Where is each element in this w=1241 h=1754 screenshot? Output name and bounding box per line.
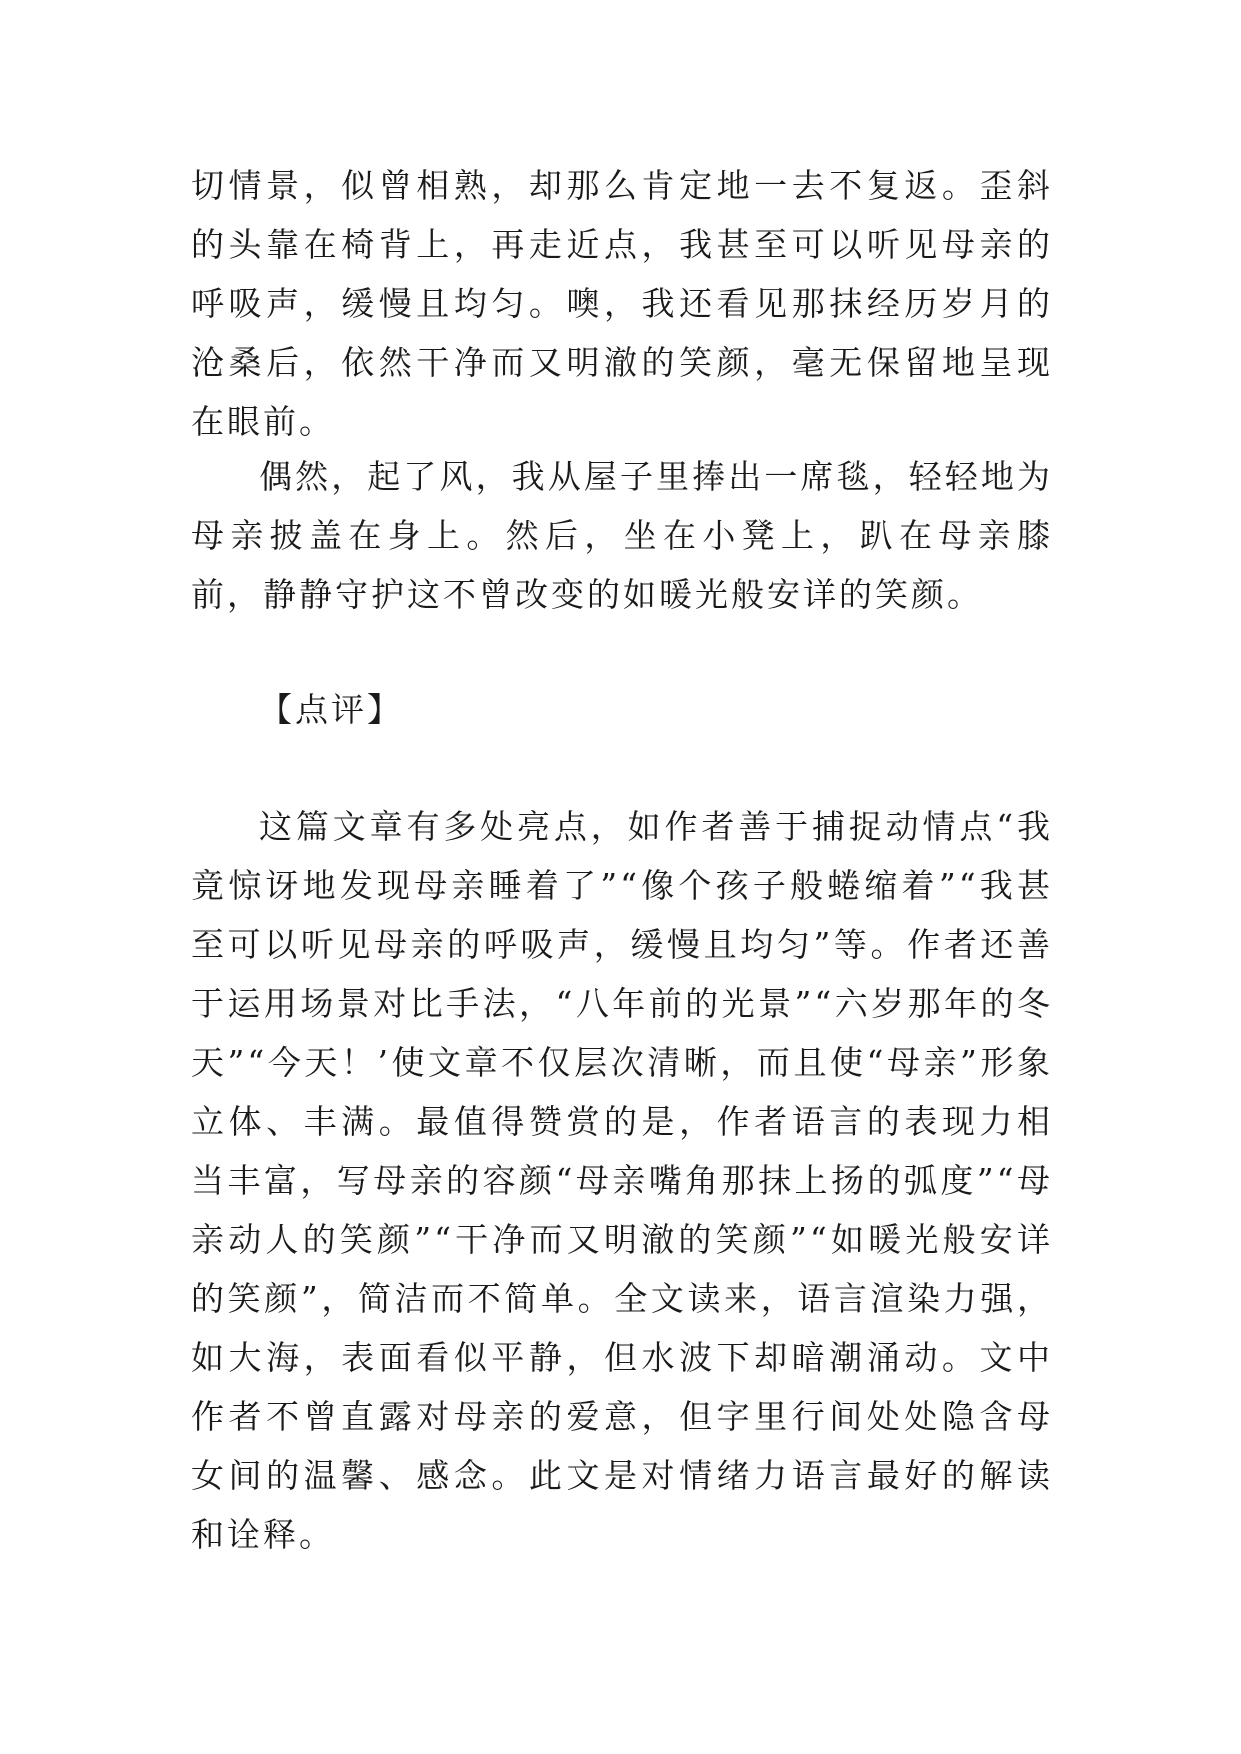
comment-paragraph: 这篇文章有多处亮点，如作者善于捕捉动情点“我竟惊讶地发现母亲睡着了”“像个孩子般蜷缩着”“我甚至可以听见母亲的呼吸声，缓慢且均匀”等。作者还善于运用场景对比手法，“八年前的光景”“六岁那年的冬天”“今天！’使文章不仅层次清晰，而且使“母亲”形象立体、丰满。最值得赞赏的是，作者语言的表现力相当丰富，写母亲的容颜“母亲嘴角那抹上扬的弧度”“母亲动人的笑颜”“干净而又明澈的笑颜”“如暖光般安详的笑颜”，简洁而不简单。全文读来，语言渲染力强，如大海，表面看似平静，但水波下却暗潮涌动。文中作者不曾直露对母亲的爱意，但字里行间处处隐含母女间的温馨、感念。此文是对情绪力语言最好的解读和诠释。 bbox=[191, 807, 1053, 1554]
paragraph-continued: 切情景，似曾相熟，却那么肯定地一去不复返。歪斜的头靠在椅背上，再走近点，我甚至可以听见母亲的呼吸声，缓慢且均匀。噢，我还看见那抹经历岁月的沧桑后，依然干净而又明澈的笑颜，毫无保留地呈现在眼前。 bbox=[191, 166, 1053, 441]
comment-heading: 【点评】 bbox=[259, 690, 403, 729]
paragraph-blanket: 偶然，起了风，我从屋子里捧出一席毯，轻轻地为母亲披盖在身上。然后，坐在小凳上，趴在母亲膝前，静静守护这不曾改变的如暖光般安详的笑颜。 bbox=[191, 457, 1053, 614]
